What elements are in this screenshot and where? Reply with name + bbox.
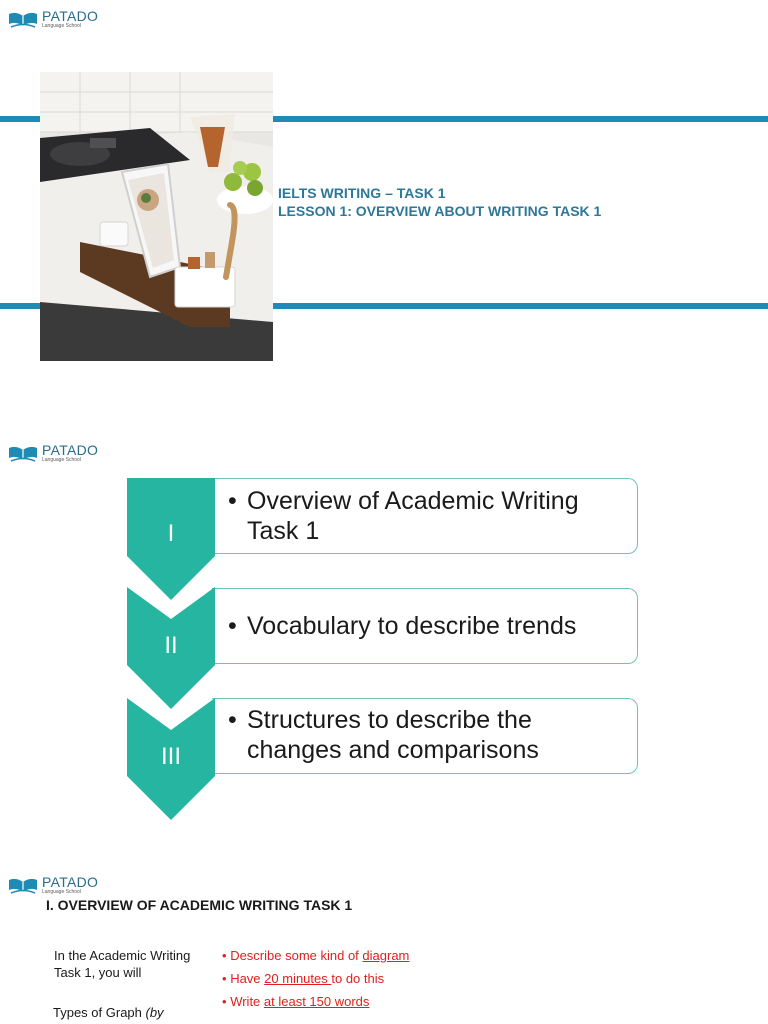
- task-list: [222, 948, 409, 1017]
- agenda-item-2: [127, 587, 640, 709]
- agenda-text: [228, 486, 628, 546]
- agenda-text: [228, 611, 628, 641]
- intro-text: In the Academic Writing Task 1, you will: [54, 948, 191, 980]
- list-item: [222, 994, 409, 1017]
- agenda-numeral: II: [164, 632, 178, 659]
- list-emphasis: 20 minutes: [264, 971, 332, 986]
- logo: [8, 442, 98, 464]
- agenda-label: Overview of Academic Writing Task 1: [247, 487, 579, 545]
- list-emphasis: diagram: [362, 948, 410, 963]
- slide-title: [0, 0, 768, 384]
- bullet: •: [228, 706, 237, 734]
- list-item: [222, 971, 409, 994]
- types-italic: (by: [145, 1005, 164, 1020]
- list-item: [222, 948, 409, 971]
- lesson-title: [278, 184, 601, 220]
- list-text: to do this: [331, 971, 385, 986]
- bullet: •: [228, 487, 237, 515]
- kitchen-photo: [40, 72, 273, 361]
- section-heading: I. OVERVIEW OF ACADEMIC WRITING TASK 1: [46, 897, 353, 913]
- bullet: •: [222, 948, 227, 963]
- bullet: •: [222, 994, 227, 1009]
- agenda-label: Vocabulary to describe trends: [247, 612, 577, 640]
- list-emphasis: at least 150 words: [263, 994, 370, 1009]
- bullet: •: [222, 971, 227, 986]
- book-icon: [8, 8, 38, 30]
- logo-brand: PATADO: [42, 442, 99, 458]
- types-label: [53, 1005, 164, 1020]
- logo: [8, 8, 98, 30]
- slide-overview: [0, 864, 768, 1024]
- book-icon: [8, 442, 38, 464]
- slide-agenda: [0, 432, 768, 852]
- logo-brand: PATADO: [42, 8, 99, 24]
- types-text: Types of Graph: [53, 1005, 146, 1020]
- logo-brand: PATADO: [42, 874, 99, 890]
- agenda-numeral: I: [167, 520, 175, 547]
- title-line-2: LESSON 1: OVERVIEW ABOUT WRITING TASK 1: [278, 203, 602, 219]
- logo-subtitle: Language School: [42, 889, 81, 895]
- title-line-1: IELTS WRITING – TASK 1: [278, 185, 446, 201]
- book-icon: [8, 874, 38, 896]
- list-text: Write: [230, 994, 264, 1009]
- list-text: Describe some kind of: [230, 948, 363, 963]
- agenda-item-3: [127, 698, 640, 820]
- agenda-label: Structures to describe the changes and comparisons: [247, 706, 539, 764]
- bullet: •: [228, 612, 237, 640]
- list-text: Have: [230, 971, 265, 986]
- logo-subtitle: Language School: [42, 23, 81, 29]
- logo: [8, 874, 98, 896]
- agenda-text: [228, 705, 628, 765]
- logo-subtitle: Language School: [42, 457, 81, 463]
- agenda-item-1: [127, 478, 640, 600]
- agenda-numeral: III: [160, 743, 181, 770]
